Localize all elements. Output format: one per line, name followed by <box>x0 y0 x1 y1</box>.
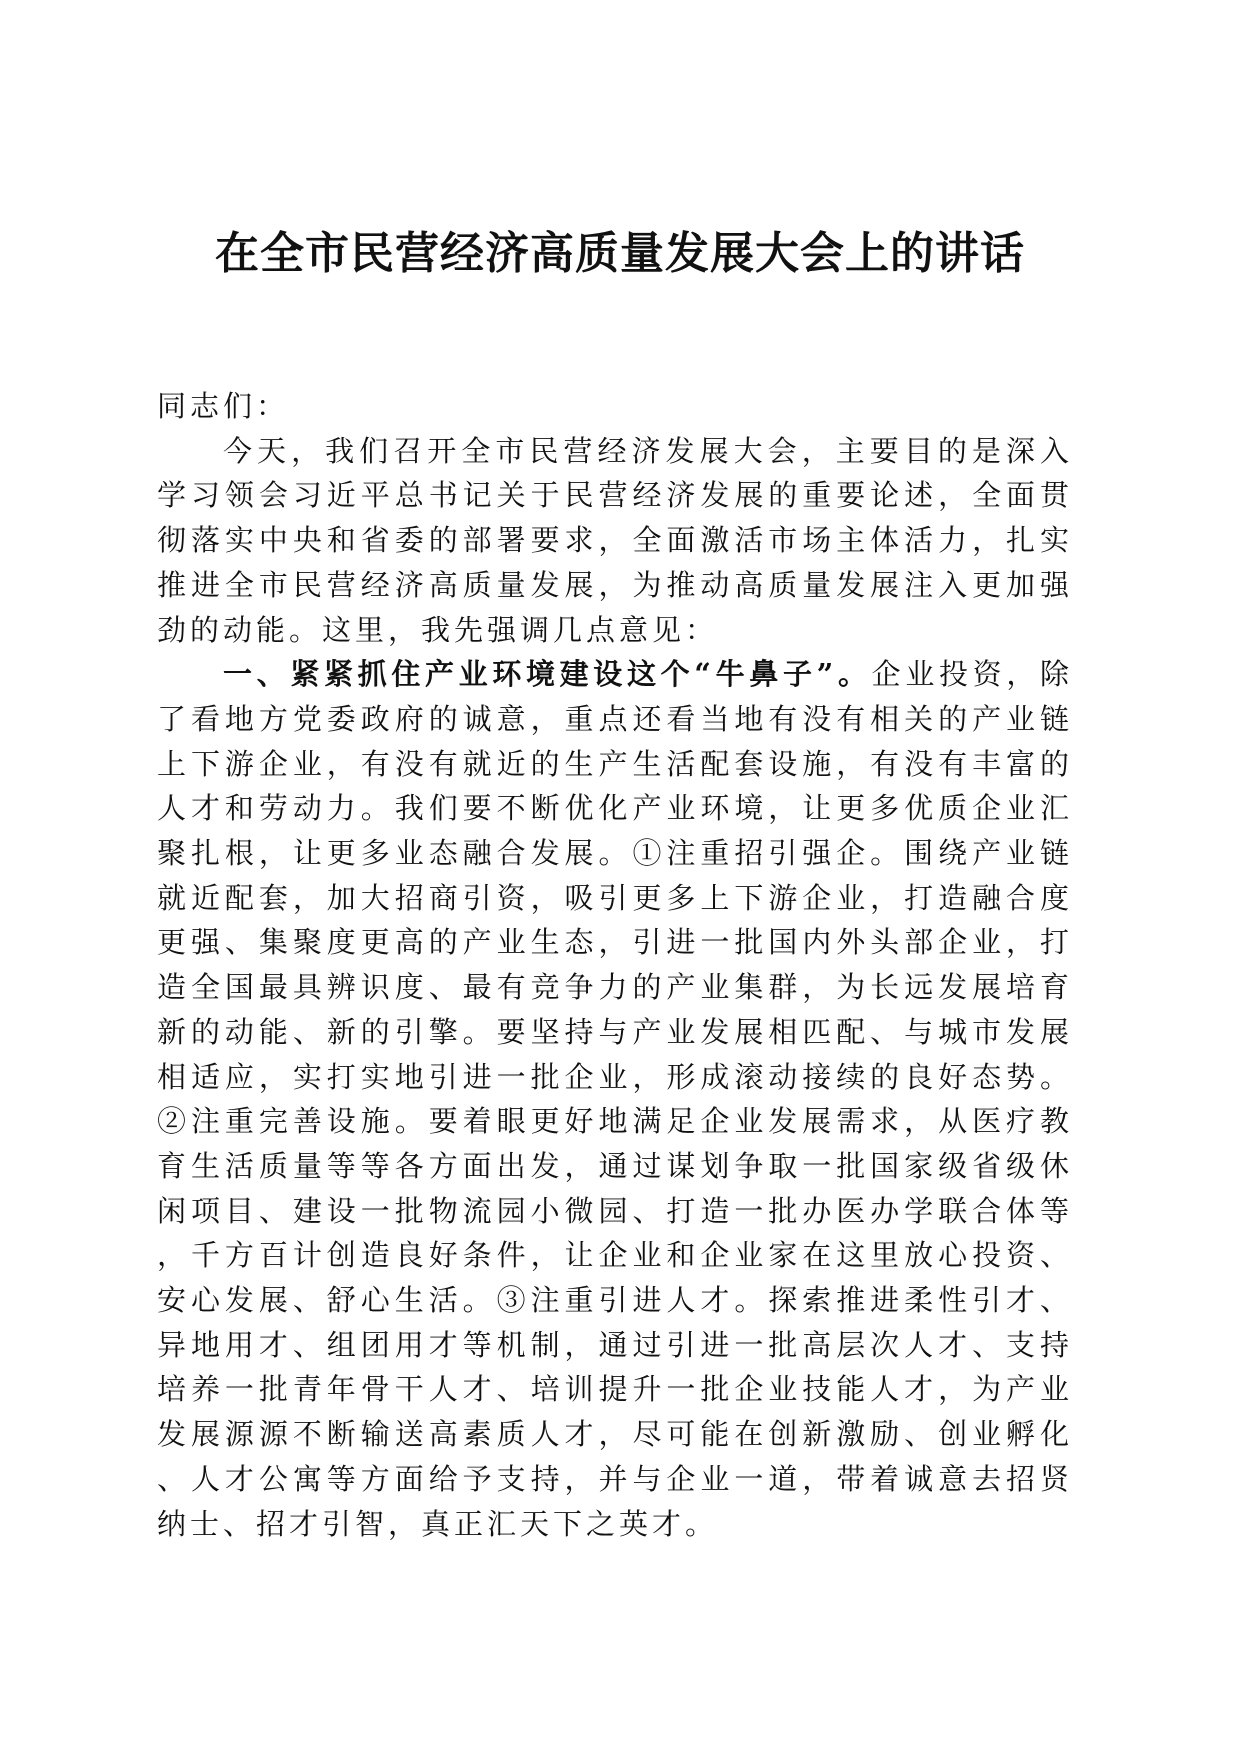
intro-paragraph: 今天，我们召开全市民营经济发展大会，主要目的是深入学习领会习近平总书记关于民营经济发展的重要论述，全面贯彻落实中央和省委的部署要求，全面激活市场主体活力，扎实推进全市民营经济高质量发展，为推动高质量发展注入更加强劲的动能。这里，我先强调几点意见： <box>157 433 1073 647</box>
section-1-heading: 一、紧紧抓住产业环境建设这个“牛鼻子”。 <box>223 657 872 692</box>
document-title: 在全市民营经济高质量发展大会上的讲话 <box>215 228 1025 279</box>
section-1-text: 企业投资，除了看地方党委政府的诚意，重点还看当地有没有相关的产业链上下游企业，有没有就近的生产生活配套设施，有没有丰富的人才和劳动力。我们要不断优化产业环境，让更多优质企业汇聚扎根，让更多业态融合发展。①注重招引强企。围绕产业链就近配套，加大招商引资，吸引更多上下游企业，打造融合度更强、集聚度更高的产业生态，引进一批国内外头部企业，打造全国最具辨识度、最有竞争力的产业集群，为长远发展培育新的动能、新的引擎。要坚持与产业发展相匹配、与城市发展相适应，实打实地引进一批企业，形成滚动接续的良好态势。②注重完善设施。要着眼更好地满足企业发展需求，从医疗教育生活质量等等各方面出发，通过谋划争取一批国家级省级休闲项目、建设一批物流园小微园、打造一批办医办学联合体等，千方百计创造良好条件，让企业和企业家在这里放心投资、安心发展、舒心生活。③注重引进人才。探索推进柔性引才、异地用才、组团用才等机制，通过引进一批高层次人才、支持培养一批青年骨干人才、培训提升一批企业技能人才，为产业发展源源不断输送高素质人才，尽可能在创新激励、创业孵化、人才公寓等方面给予支持，并与企业一道，带着诚意去招贤纳士、招才引智，真正汇天下之英才。 <box>157 657 1073 1541</box>
salutation: 同志们： <box>157 389 290 423</box>
document-body <box>157 384 1073 1546</box>
section-1-paragraph <box>157 652 1073 1546</box>
